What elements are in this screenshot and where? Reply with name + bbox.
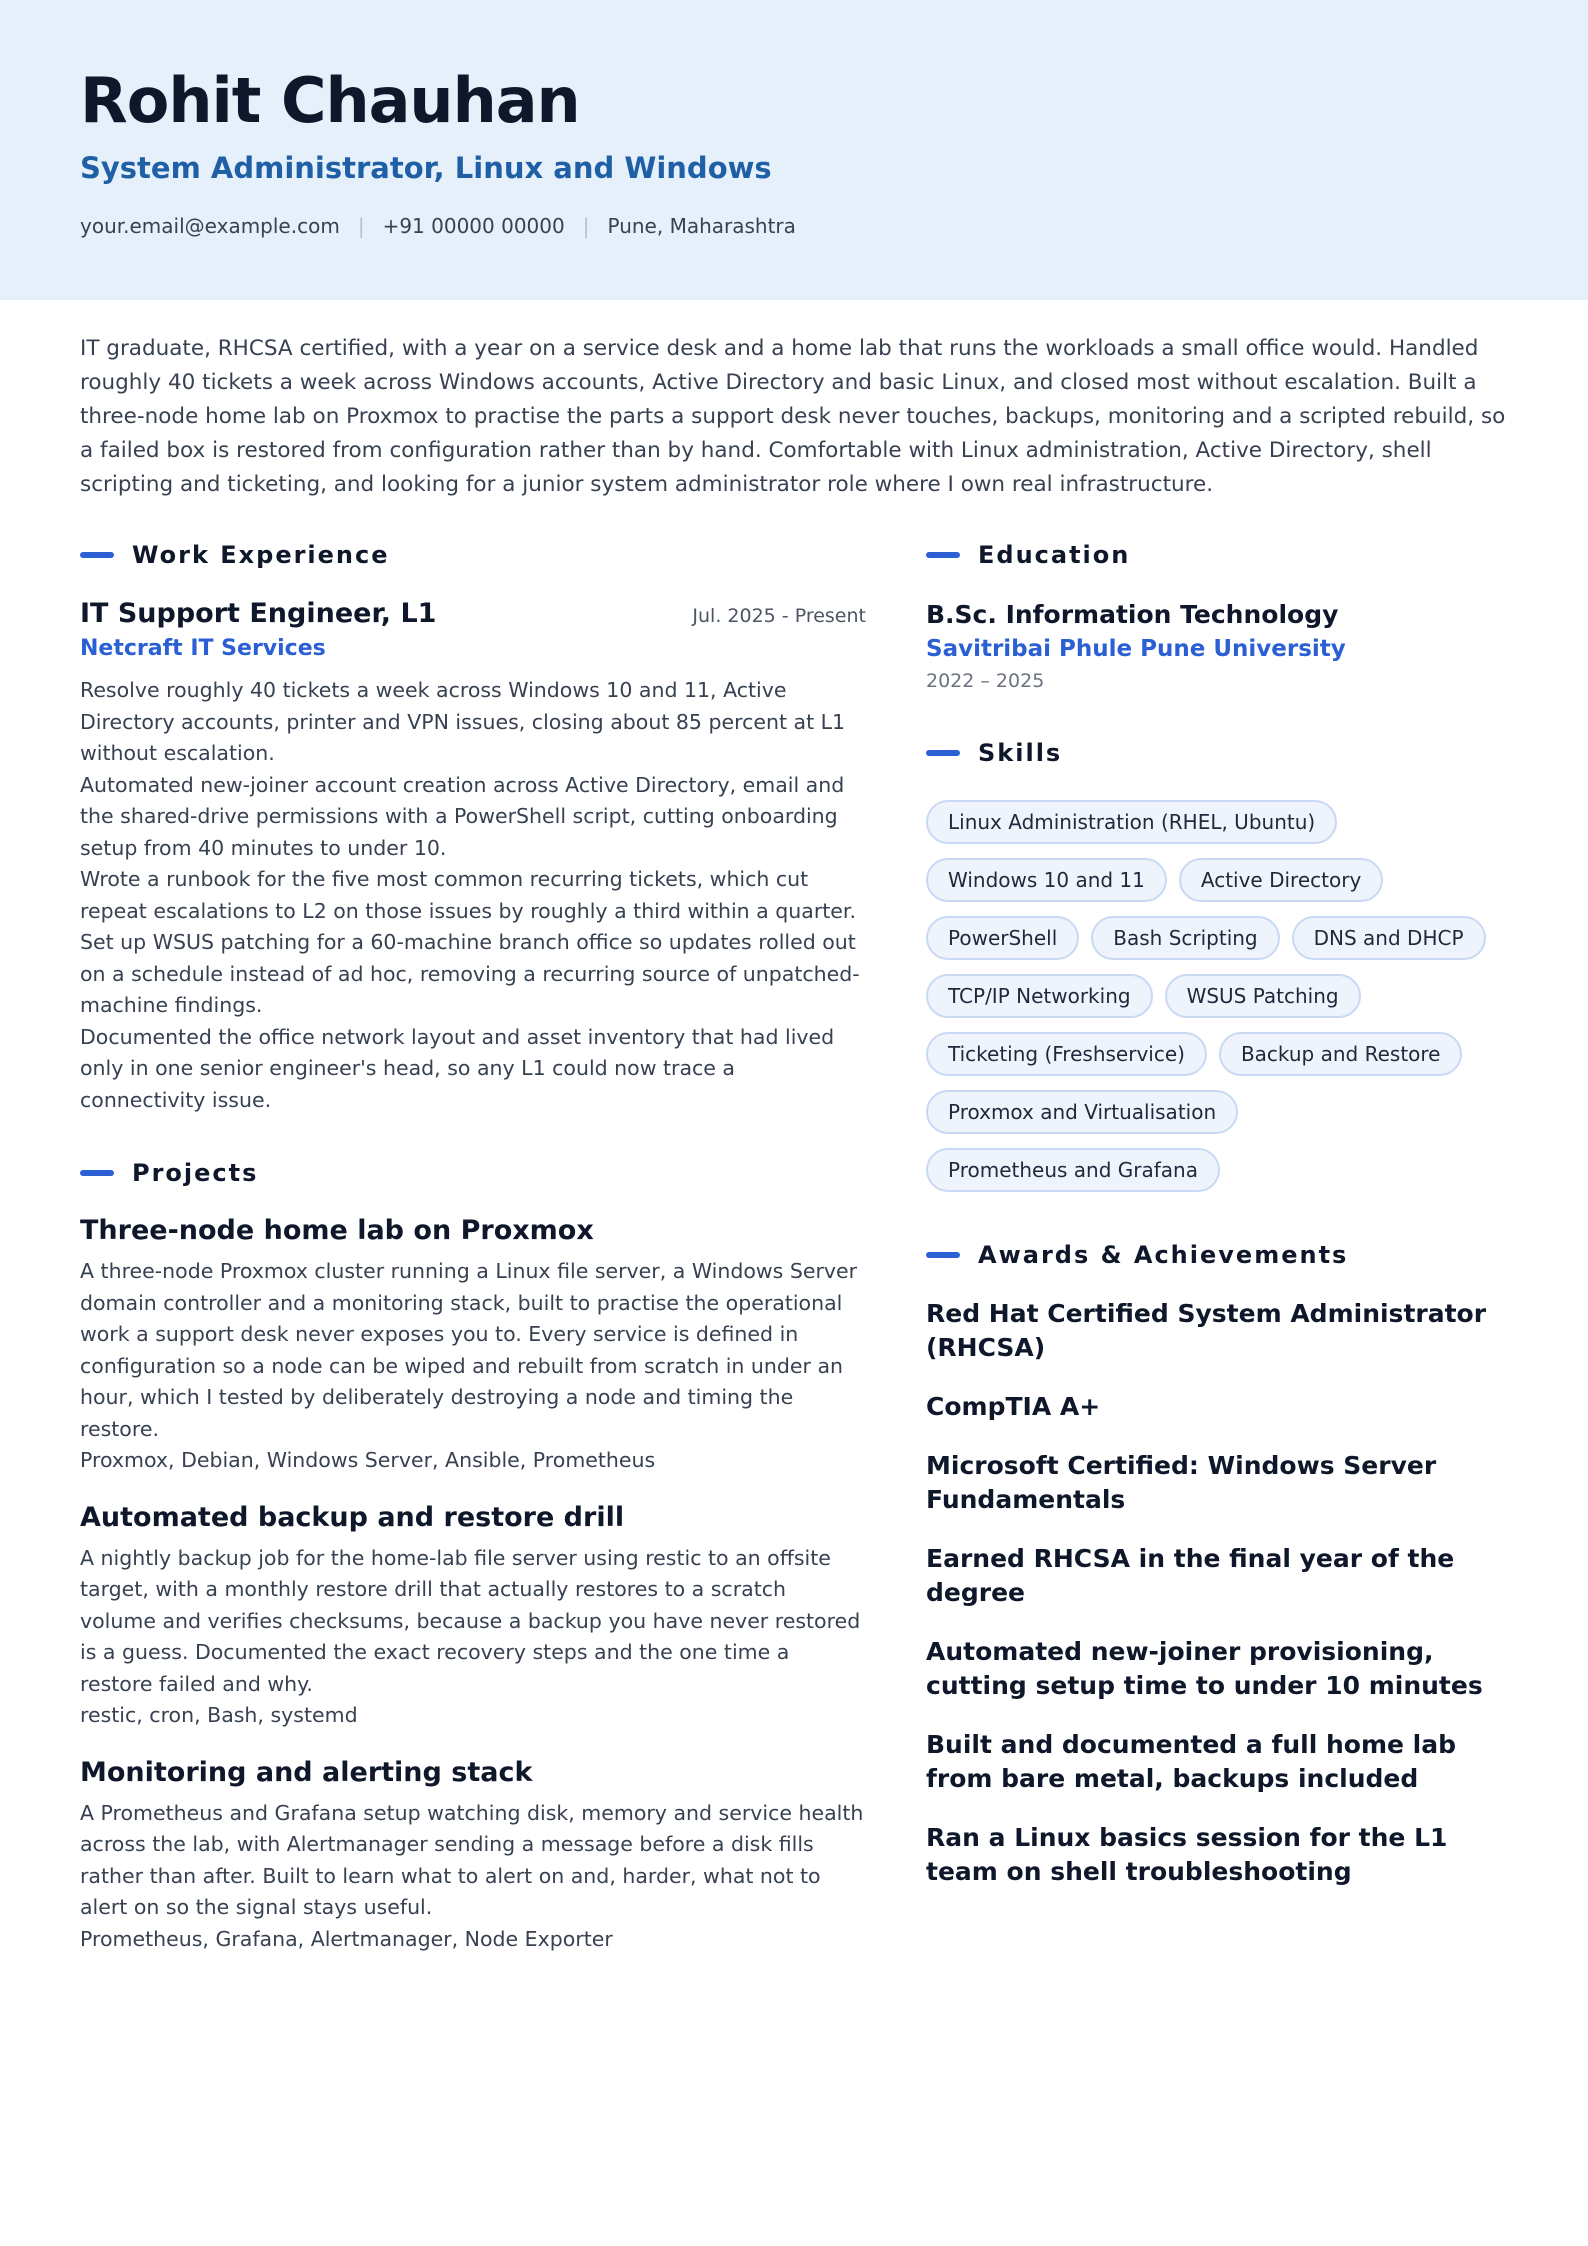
awards-list — [926, 1297, 1506, 1889]
project-title: Three-node home lab on Proxmox — [80, 1215, 594, 1246]
skills-section — [926, 736, 1506, 1206]
job-bullet: Set up WSUS patching for a 60-machine branch office so updates rolled out on a schedule instead of ad hoc, removing a recurring source of unpatched-machine findings. — [80, 930, 860, 1017]
project-entry — [80, 1754, 866, 1956]
skill-chip: Proxmox and Virtualisation — [926, 1090, 1238, 1134]
job-bullet: Wrote a runbook for the five most common recurring tickets, which cut repeat escalations to L2 on those issues by roughly a third within a quarter. — [80, 867, 856, 923]
award-item: Built and documented a full home lab from bare metal, backups included — [926, 1730, 1457, 1793]
skill-chip: Ticketing (Freshservice) — [926, 1032, 1207, 1076]
section-title: Awards & Achievements — [978, 1241, 1349, 1269]
job-bullet: Automated new-joiner account creation across Active Directory, email and the shared-drive permissions with a PowerShell script, cutting onboarding setup from 40 minutes to under 10. — [80, 772, 845, 860]
section-title: Education — [978, 541, 1131, 569]
school: Savitribai Phule Pune University — [926, 636, 1346, 662]
skill-chip: TCP/IP Networking — [926, 974, 1153, 1018]
section-header-experience — [80, 538, 866, 572]
job-company: Netcraft IT Services — [80, 636, 326, 661]
skill-chip: Bash Scripting — [1091, 916, 1279, 960]
section-header-education — [926, 538, 1506, 572]
project-tech: Prometheus, Grafana, Alertmanager, Node Exporter — [80, 1926, 613, 1951]
resume-body — [0, 538, 1588, 1955]
job-dates: Jul. 2025 - Present — [692, 605, 866, 627]
degree: B.Sc. Information Technology — [926, 600, 1339, 629]
skill-chip: Windows 10 and 11 — [926, 858, 1167, 902]
section-header-skills — [926, 736, 1506, 770]
section-header-projects — [80, 1156, 866, 1190]
job-header — [80, 598, 866, 629]
award-item: CompTIA A+ — [926, 1392, 1101, 1421]
award-item: Microsoft Certified: Windows Server Fundamentals — [926, 1451, 1437, 1514]
job-title: IT Support Engineer, L1 — [80, 598, 437, 629]
resume-header — [0, 0, 1588, 300]
section-accent-bar — [926, 552, 960, 558]
award-item: Automated new-joiner provisioning, cutting setup time to under 10 minutes — [926, 1637, 1483, 1700]
education-entry — [926, 598, 1506, 696]
project-tech: Proxmox, Debian, Windows Server, Ansible, Prometheus — [80, 1448, 656, 1472]
contact-phone[interactable]: +91 00000 00000 — [382, 214, 565, 238]
project-title: Automated backup and restore drill — [80, 1501, 625, 1533]
project-entry — [80, 1499, 866, 1732]
section-header-awards — [926, 1238, 1506, 1272]
skill-chip: Backup and Restore — [1219, 1032, 1463, 1076]
job-bullets — [80, 675, 866, 1116]
skill-chip: Linux Administration (RHEL, Ubuntu) — [926, 800, 1337, 844]
section-title: Projects — [132, 1159, 259, 1187]
award-item: Ran a Linux basics session for the L1 team on shell troubleshooting — [926, 1823, 1448, 1886]
skill-chip: WSUS Patching — [1165, 974, 1361, 1018]
contact-line — [80, 214, 1508, 238]
section-title: Skills — [978, 739, 1063, 767]
job-entry — [80, 598, 866, 1116]
job-bullet: Resolve roughly 40 tickets a week across Windows 10 and 11, Active Directory accounts, printer and VPN issues, closing about 85 percent at L1 without escalation. — [80, 678, 846, 765]
candidate-role: System Administrator, Linux and Windows — [80, 151, 772, 185]
skill-chip: Prometheus and Grafana — [926, 1148, 1220, 1192]
job-bullet: Documented the office network layout and asset inventory that had lived only in one senior engineer's head, so any L1 could now trace a connectivity issue. — [80, 1024, 835, 1112]
contact-email[interactable]: your.email@example.com — [80, 214, 340, 238]
project-tech: restic, cron, Bash, systemd — [80, 1703, 358, 1727]
professional-summary: IT graduate, RHCSA certified, with a year on a service desk and a home lab that runs the workloads a small office would. Handled roughly 40 tickets a week across Windows accounts, Active Directory and basic Linux, and closed most without escalation. Built a three-node home lab on Proxmox to practise the parts a support desk never touches, backups, monitoring and a scripted rebuild, so a failed box is restored from configuration rather than by hand. Comfortable with Linux administration, Active Directory, shell scripting and ticketing, and looking for a junior system administrator role where I own real infrastructure. — [80, 336, 1506, 497]
award-item: Earned RHCSA in the final year of the degree — [926, 1544, 1455, 1607]
education-years: 2022 – 2025 — [926, 670, 1045, 692]
project-description: A three-node Proxmox cluster running a Linux file server, a Windows Server domain controller and a monitoring stack, built to practise the operational work a support desk never exposes you to. Every service is defined in configuration so a node can be wiped and rebuilt from scratch in under an hour, which I tested by deliberately destroying a node and timing the restore. — [80, 1259, 858, 1441]
project-title: Monitoring and alerting stack — [80, 1756, 533, 1788]
skill-chip: Active Directory — [1179, 858, 1383, 902]
section-accent-bar — [80, 552, 114, 558]
section-accent-bar — [80, 1170, 114, 1176]
section-accent-bar — [926, 1252, 960, 1258]
contact-separator: | — [357, 214, 365, 238]
contact-location: Pune, Maharashtra — [607, 214, 796, 238]
project-description: A nightly backup job for the home-lab file server using restic to an offsite target, with a monthly restore drill that actually restores to a scratch volume and verifies checksums, because a backup you have never restored is a guess. Documented the exact recovery steps and the one time a restore failed and why. — [80, 1545, 861, 1696]
section-accent-bar — [926, 750, 960, 756]
section-title: Work Experience — [132, 541, 390, 569]
right-column — [926, 538, 1506, 1955]
left-column — [80, 538, 866, 1955]
awards-section — [926, 1238, 1506, 1889]
project-entry — [80, 1212, 866, 1477]
skill-chip: PowerShell — [926, 916, 1079, 960]
candidate-name: Rohit Chauhan — [80, 64, 580, 137]
projects-section — [80, 1156, 866, 1955]
skills-list — [926, 800, 1506, 1206]
contact-separator: | — [582, 214, 590, 238]
award-item: Red Hat Certified System Administrator (RHCSA) — [926, 1299, 1487, 1362]
project-description: A Prometheus and Grafana setup watching disk, memory and service health across the lab, with Alertmanager sending a message before a disk fills rather than after. Built to learn what to alert on and, harder, what not to alert on so the signal stays useful. — [80, 1800, 864, 1919]
skill-chip: DNS and DHCP — [1292, 916, 1486, 960]
